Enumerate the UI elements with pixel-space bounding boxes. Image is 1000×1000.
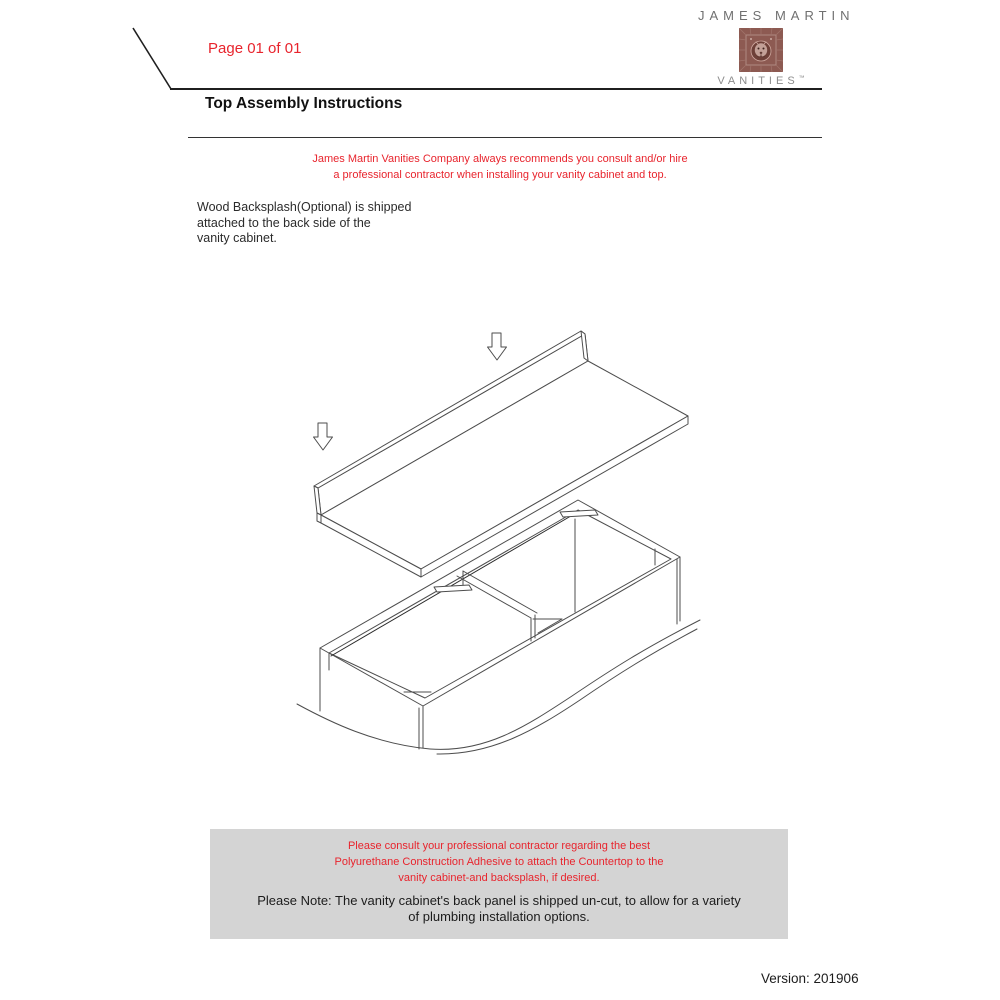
back-panel-note-text xyxy=(210,893,788,924)
note-line: vanity cabinet-and backsplash, if desired. xyxy=(398,872,600,884)
header-rule xyxy=(170,88,822,90)
note-line: a professional contractor when installing your vanity cabinet and top. xyxy=(333,169,667,181)
instruction-line: vanity cabinet. xyxy=(197,231,277,245)
note-line: James Martin Vanities Company always recommends you consult and/or hire xyxy=(312,153,688,165)
brand-name-top: JAMES MARTIN xyxy=(698,8,855,23)
note-line: of plumbing installation options. xyxy=(408,908,590,924)
page-title: Top Assembly Instructions xyxy=(205,95,403,112)
note-line: Polyurethane Construction Adhesive to attach the Countertop to the xyxy=(334,856,664,868)
note-line: Please Note: The vanity cabinet's back panel is shipped un-cut, to allow for a variety xyxy=(257,893,741,908)
trademark-symbol: ™ xyxy=(798,75,805,82)
brand-logo xyxy=(698,8,855,87)
page-number-label: Page 01 of 01 xyxy=(208,40,302,57)
down-arrow-icon xyxy=(488,333,507,360)
brand-name-bottom: VANITIES™ xyxy=(717,75,805,87)
instruction-line: attached to the back side of the xyxy=(197,215,371,230)
adhesive-note-box xyxy=(210,829,788,939)
header-diagonal-line xyxy=(128,24,188,94)
contractor-recommendation-note xyxy=(190,151,810,183)
assembly-diagram xyxy=(290,320,710,770)
adhesive-note-red-text xyxy=(210,838,788,886)
version-label: Version: 201906 xyxy=(761,971,859,986)
lion-emblem-icon xyxy=(739,28,783,72)
down-arrow-icon xyxy=(314,423,333,450)
title-divider-rule xyxy=(188,137,822,138)
backsplash-instruction-text xyxy=(197,200,411,247)
instruction-line: Wood Backsplash(Optional) is shipped xyxy=(197,200,412,214)
note-line: Please consult your professional contractor regarding the best xyxy=(347,840,651,852)
